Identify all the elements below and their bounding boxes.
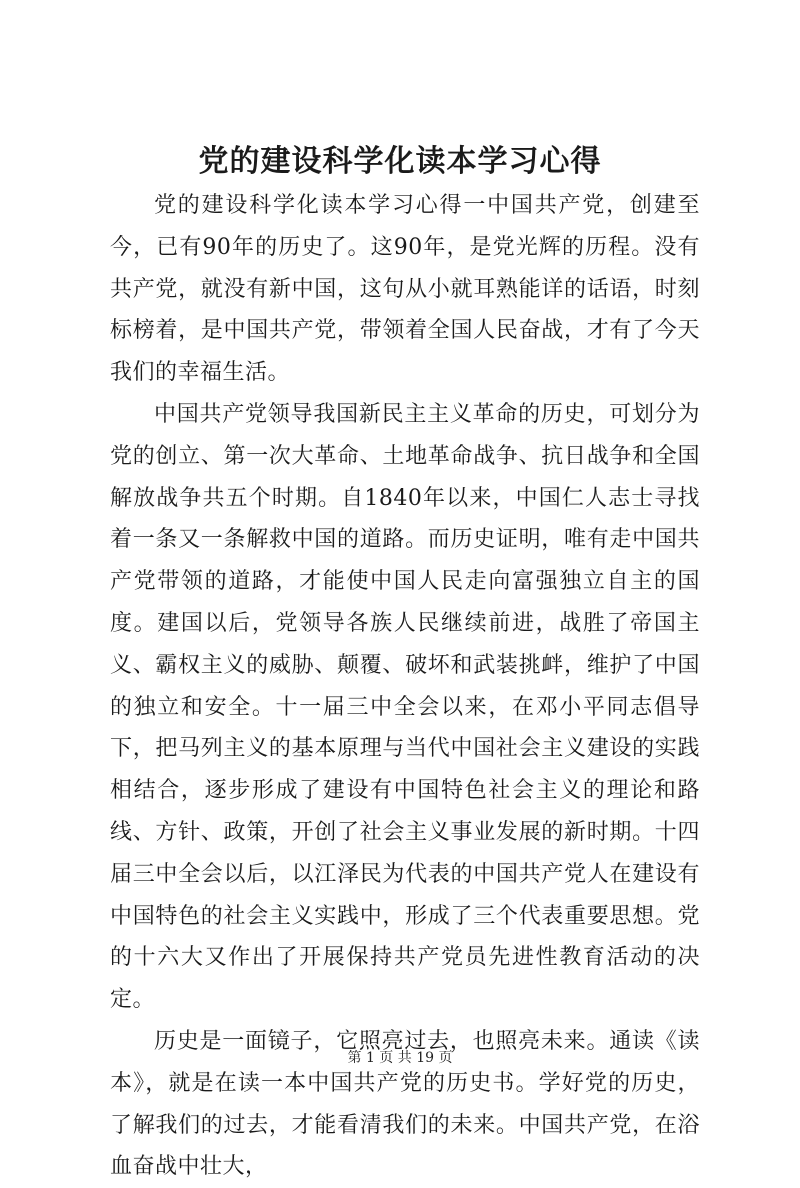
document-title: 党的建设科学化读本学习心得 — [198, 144, 602, 179]
document-body — [110, 185, 700, 1188]
paragraph-2: 中国共产党领导我国新民主主义革命的历史，可划分为党的创立、第一次大革命、土地革命战争、抗日战争和全国解放战争共五个时期。自1840年以来，中国仁人志士寻找着一条又一条解救中国的道路。而历史证明，唯有走中国共产党带领的道路，才能使中国人民走向富强独立自主的国度。建国以后，党领导各族人民继续前进，战胜了帝国主义、霸权主义的威胁、颠覆、破坏和武装挑衅，维护了中国的独立和安全。十一届三中全会以来，在邓小平同志倡导下，把马列主义的基本原理与当代中国社会主义建设的实践相结合，逐步形成了建设有中国特色社会主义的理论和路线、方针、政策，开创了社会主义事业发展的新时期。十四届三中全会以后，以江泽民为代表的中国共产党人在建设有中国特色的社会主义实践中，形成了三个代表重要思想。党的十六大又作出了开展保持共产党员先进性教育活动的决定。 — [110, 401, 700, 1013]
paragraph-1: 党的建设科学化读本学习心得一中国共产党，创建至今，已有90年的历史了。这90年，是党光辉的历程。没有共产党，就没有新中国，这句从小就耳熟能详的话语，时刻标榜着，是中国共产党，带领着全国人民奋战，才有了今天我们的幸福生活。 — [110, 193, 700, 386]
paragraph-3: 历史是一面镜子，它照亮过去，也照亮未来。通读《读本》，就是在读一本中国共产党的历史书。学好党的历史，了解我们的过去，才能看清我们的未来。中国共产党，在浴血奋战中壮大， — [110, 1028, 700, 1180]
page-number-footer: 第 1 页 共 19 页 — [347, 1050, 453, 1066]
